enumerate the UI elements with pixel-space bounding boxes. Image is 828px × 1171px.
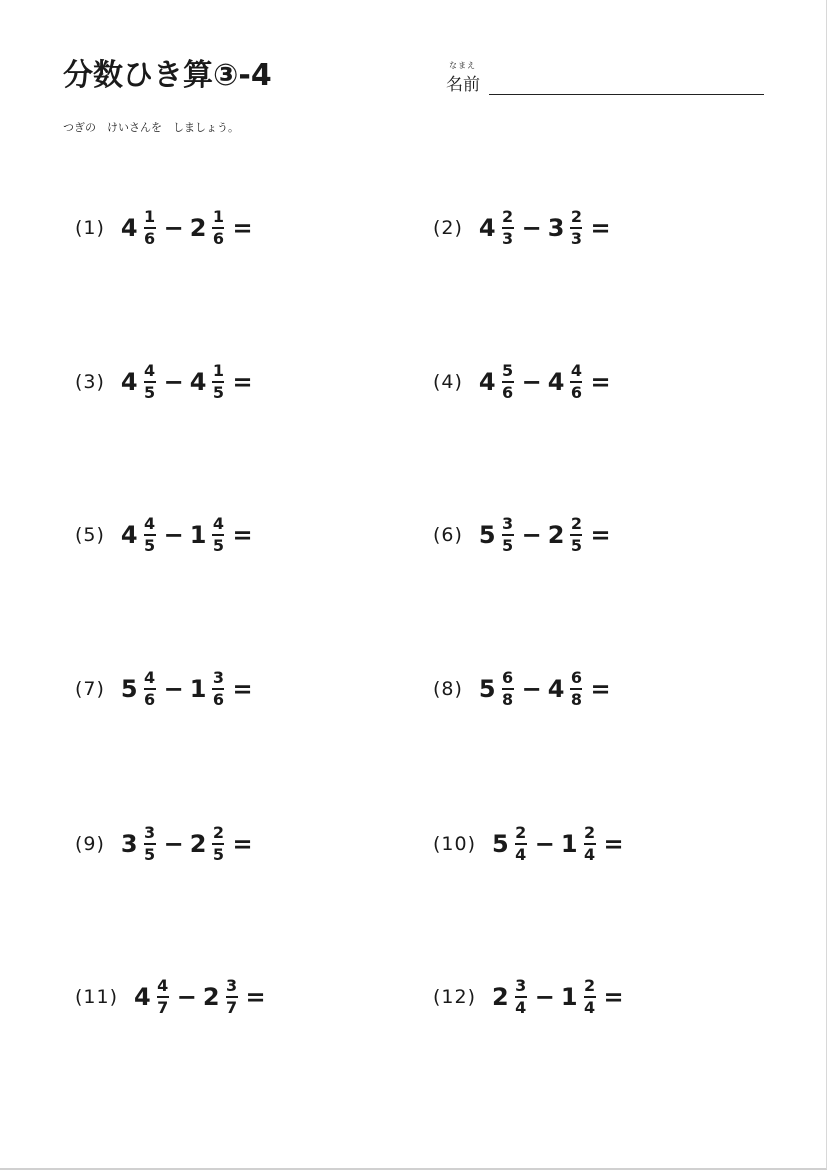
fraction bbox=[502, 362, 514, 402]
numerator: 4 bbox=[144, 361, 156, 380]
problem-number: (11) bbox=[75, 986, 119, 1008]
numerator: 1 bbox=[212, 361, 224, 380]
problem-1 bbox=[75, 201, 259, 255]
minus-sign: − bbox=[163, 214, 184, 242]
whole-number: 4 bbox=[134, 983, 151, 1011]
numerator: 6 bbox=[570, 668, 582, 687]
whole-number: 4 bbox=[189, 368, 207, 396]
equals-sign: = bbox=[245, 983, 266, 1011]
whole-number: 4 bbox=[478, 368, 496, 396]
numerator: 4 bbox=[212, 514, 224, 533]
fraction bbox=[226, 977, 238, 1017]
numerator: 1 bbox=[144, 207, 156, 226]
numerator: 3 bbox=[144, 823, 156, 842]
problem-number: (2) bbox=[433, 217, 463, 239]
problem-number: (3) bbox=[75, 371, 105, 393]
problem-number: (8) bbox=[433, 678, 463, 700]
problem-3 bbox=[75, 355, 259, 409]
fraction bbox=[515, 977, 527, 1017]
fraction bbox=[144, 824, 156, 864]
equals-sign: = bbox=[590, 214, 611, 242]
whole-number: 3 bbox=[547, 214, 565, 242]
denominator: 5 bbox=[144, 845, 156, 864]
equals-sign: = bbox=[232, 830, 253, 858]
numerator: 4 bbox=[570, 361, 582, 380]
fraction bbox=[157, 977, 169, 1017]
denominator: 4 bbox=[515, 845, 527, 864]
whole-number: 4 bbox=[478, 214, 496, 242]
name-write-line[interactable] bbox=[489, 94, 764, 95]
whole-number: 3 bbox=[120, 830, 138, 858]
problem-12 bbox=[433, 970, 630, 1024]
problem-number: (6) bbox=[433, 524, 463, 546]
problem-number: (4) bbox=[433, 371, 463, 393]
whole-number: 4 bbox=[120, 214, 138, 242]
whole-number: 4 bbox=[547, 675, 565, 703]
minus-sign: − bbox=[163, 521, 184, 549]
denominator: 8 bbox=[502, 690, 514, 709]
name-label: 名前 bbox=[446, 75, 480, 95]
fraction bbox=[212, 208, 224, 248]
whole-number: 2 bbox=[189, 830, 207, 858]
numerator: 1 bbox=[212, 207, 224, 226]
numerator: 2 bbox=[502, 207, 514, 226]
fraction bbox=[212, 362, 224, 402]
equals-sign: = bbox=[590, 521, 611, 549]
denominator: 6 bbox=[502, 383, 514, 402]
denominator: 6 bbox=[144, 690, 156, 709]
denominator: 4 bbox=[583, 845, 596, 864]
whole-number: 4 bbox=[547, 368, 565, 396]
denominator: 6 bbox=[144, 229, 156, 248]
fraction bbox=[212, 669, 224, 709]
minus-sign: − bbox=[163, 368, 184, 396]
numerator: 4 bbox=[144, 668, 156, 687]
whole-number: 4 bbox=[120, 521, 138, 549]
problem-4 bbox=[433, 355, 617, 409]
numerator: 3 bbox=[502, 514, 514, 533]
whole-number: 2 bbox=[189, 214, 207, 242]
whole-number: 2 bbox=[492, 983, 509, 1011]
problem-6 bbox=[433, 508, 617, 562]
denominator: 6 bbox=[212, 229, 224, 248]
fraction bbox=[502, 515, 514, 555]
problem-number: (10) bbox=[433, 833, 477, 855]
fraction bbox=[144, 208, 156, 248]
minus-sign: − bbox=[521, 368, 542, 396]
page-title: 分数ひき算③-4 bbox=[63, 58, 272, 93]
equals-sign: = bbox=[603, 983, 624, 1011]
numerator: 2 bbox=[515, 823, 527, 842]
name-field bbox=[446, 60, 766, 100]
denominator: 8 bbox=[570, 690, 582, 709]
minus-sign: − bbox=[176, 983, 197, 1011]
numerator: 3 bbox=[212, 668, 224, 687]
fraction bbox=[212, 824, 224, 864]
denominator: 4 bbox=[583, 998, 596, 1017]
denominator: 5 bbox=[144, 536, 156, 555]
numerator: 2 bbox=[570, 514, 582, 533]
minus-sign: − bbox=[163, 830, 184, 858]
whole-number: 5 bbox=[120, 675, 138, 703]
denominator: 6 bbox=[212, 690, 224, 709]
numerator: 5 bbox=[502, 361, 514, 380]
numerator: 4 bbox=[144, 514, 156, 533]
fraction bbox=[502, 208, 514, 248]
fraction bbox=[144, 515, 156, 555]
fraction bbox=[570, 208, 582, 248]
problem-number: (9) bbox=[75, 833, 105, 855]
whole-number: 2 bbox=[547, 521, 565, 549]
whole-number: 5 bbox=[478, 675, 496, 703]
denominator: 4 bbox=[515, 998, 527, 1017]
problem-10 bbox=[433, 817, 630, 871]
whole-number: 2 bbox=[202, 983, 220, 1011]
whole-number: 1 bbox=[189, 675, 207, 703]
problem-number: (12) bbox=[433, 986, 477, 1008]
problem-11 bbox=[75, 970, 272, 1024]
fraction bbox=[584, 824, 596, 864]
problem-5 bbox=[75, 508, 259, 562]
whole-number: 1 bbox=[560, 830, 578, 858]
equals-sign: = bbox=[603, 830, 624, 858]
problem-number: (7) bbox=[75, 678, 105, 700]
numerator: 6 bbox=[502, 668, 514, 687]
denominator: 5 bbox=[144, 383, 156, 402]
denominator: 7 bbox=[225, 998, 238, 1017]
fraction bbox=[570, 515, 582, 555]
name-ruby: なまえ bbox=[449, 61, 476, 70]
numerator: 3 bbox=[225, 976, 238, 995]
numerator: 2 bbox=[212, 823, 224, 842]
equals-sign: = bbox=[232, 214, 253, 242]
fraction bbox=[570, 669, 582, 709]
numerator: 3 bbox=[515, 976, 527, 995]
whole-number: 5 bbox=[492, 830, 509, 858]
denominator: 5 bbox=[212, 383, 224, 402]
equals-sign: = bbox=[232, 675, 253, 703]
fraction bbox=[584, 977, 596, 1017]
equals-sign: = bbox=[232, 368, 253, 396]
denominator: 5 bbox=[212, 845, 224, 864]
problem-7 bbox=[75, 662, 259, 716]
denominator: 5 bbox=[502, 536, 514, 555]
problem-8 bbox=[433, 662, 617, 716]
fraction bbox=[570, 362, 582, 402]
minus-sign: − bbox=[521, 521, 542, 549]
whole-number: 5 bbox=[478, 521, 496, 549]
whole-number: 4 bbox=[120, 368, 138, 396]
denominator: 7 bbox=[157, 998, 169, 1017]
denominator: 6 bbox=[570, 383, 582, 402]
denominator: 5 bbox=[570, 536, 582, 555]
fraction bbox=[515, 824, 527, 864]
fraction bbox=[212, 515, 224, 555]
problem-number: (5) bbox=[75, 524, 105, 546]
problem-2 bbox=[433, 201, 617, 255]
equals-sign: = bbox=[232, 521, 253, 549]
whole-number: 1 bbox=[189, 521, 207, 549]
denominator: 3 bbox=[502, 229, 514, 248]
minus-sign: − bbox=[534, 830, 555, 858]
numerator: 2 bbox=[583, 976, 596, 995]
numerator: 4 bbox=[157, 976, 169, 995]
numerator: 2 bbox=[570, 207, 582, 226]
whole-number: 1 bbox=[560, 983, 578, 1011]
denominator: 3 bbox=[570, 229, 582, 248]
minus-sign: − bbox=[521, 675, 542, 703]
equals-sign: = bbox=[590, 368, 611, 396]
minus-sign: − bbox=[163, 675, 184, 703]
numerator: 2 bbox=[583, 823, 596, 842]
minus-sign: − bbox=[521, 214, 542, 242]
denominator: 5 bbox=[212, 536, 224, 555]
problem-number: (1) bbox=[75, 217, 105, 239]
equals-sign: = bbox=[590, 675, 611, 703]
fraction bbox=[144, 362, 156, 402]
minus-sign: − bbox=[534, 983, 555, 1011]
fraction bbox=[502, 669, 514, 709]
problem-9 bbox=[75, 817, 259, 871]
instruction-text: つぎの けいさんを しましょう。 bbox=[63, 121, 239, 134]
fraction bbox=[144, 669, 156, 709]
